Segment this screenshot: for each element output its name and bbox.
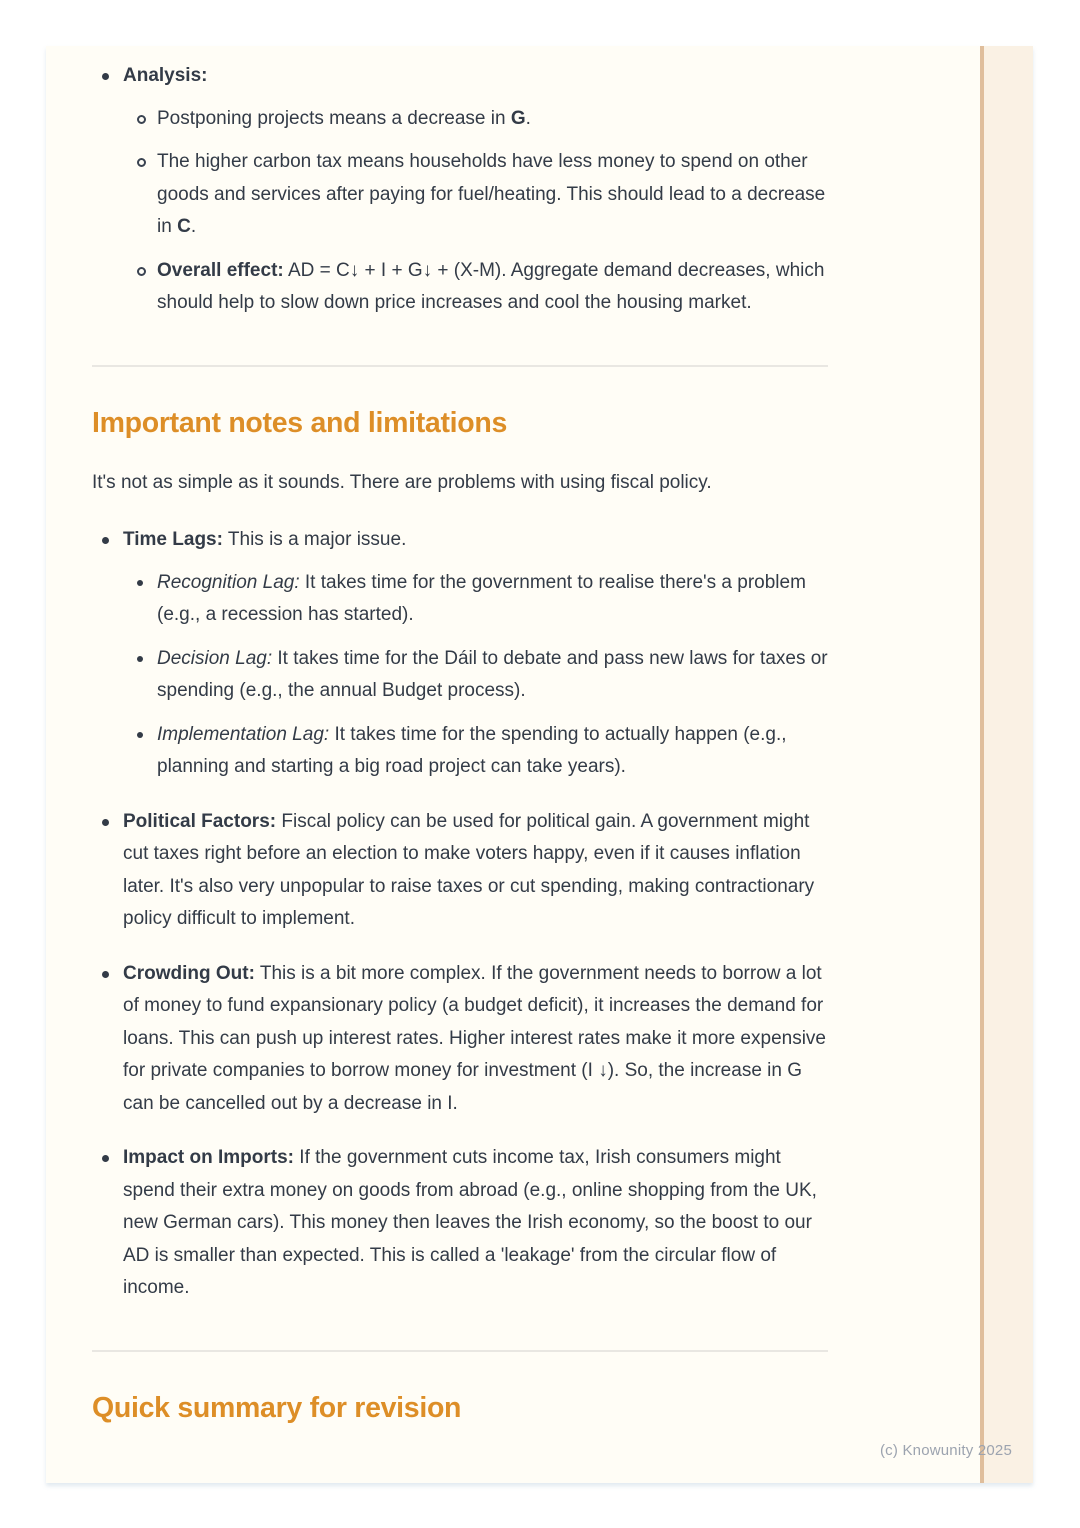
text-segment: AD = C↓ + I + G↓ + (X-M). Aggregate demand decreases, which should help to slow down price increases and cool the housing market. <box>157 259 825 313</box>
list-item-text <box>157 103 828 136</box>
document-content <box>92 60 828 1452</box>
list-item <box>123 146 828 244</box>
copyright-notice: (c) Knowunity 2025 <box>879 1442 1012 1459</box>
section-divider <box>92 365 828 367</box>
list-item-crowding-out <box>92 958 828 1121</box>
list-item-text <box>123 60 828 320</box>
list-item-text <box>123 524 828 784</box>
section-heading-summary: Quick summary for revision <box>92 1391 462 1424</box>
list-item-text <box>157 567 828 632</box>
section-heading-limitations: Important notes and limitations <box>92 406 508 439</box>
notebook-margin-strip <box>980 46 1033 1483</box>
bold-term: G <box>510 107 526 129</box>
text-segment: This is a major issue. <box>222 529 407 550</box>
list-item <box>123 103 828 136</box>
text-segment: The higher carbon tax means households have less money to spend on other goods and services after paying for fuel/heating. This should lead to a decrease in <box>157 151 826 237</box>
list-item-text <box>157 255 828 320</box>
text-segment: . <box>190 216 197 237</box>
bullet-icon <box>102 73 109 80</box>
analysis-title: Analysis: <box>123 65 208 86</box>
list-item <box>123 255 828 320</box>
text-segment: . <box>525 107 531 129</box>
bullet-icon <box>102 537 109 544</box>
bullet-icon <box>137 656 143 662</box>
text-segment: Postponing projects means a decrease in <box>157 107 511 129</box>
bold-lead: Time Lags: <box>123 529 223 550</box>
bullet-icon <box>102 1155 109 1162</box>
hollow-bullet-icon <box>137 267 146 276</box>
list-item-text <box>123 1142 828 1305</box>
list-item-text <box>157 719 828 784</box>
list-item-text <box>123 806 828 936</box>
list-item <box>123 719 828 784</box>
text-segment: It takes time for the spending to actually happen (e.g., planning and starting a big road project can take years). <box>157 723 787 777</box>
text-segment: It takes time for the government to realise there's a problem (e.g., a recession has started). <box>157 571 806 625</box>
list-item-impact-imports <box>92 1142 828 1305</box>
hollow-bullet-icon <box>137 158 146 167</box>
list-item-political-factors <box>92 806 828 936</box>
bullet-icon <box>137 580 143 586</box>
bold-lead: Crowding Out: <box>123 962 255 984</box>
bold-lead: Political Factors: <box>123 810 277 832</box>
text-segment: This is a bit more complex. If the government needs to borrow a lot of money to fund expansionary policy (a budget deficit), it increases the demand for loans. This can push up interest rates. Higher interest rates make it more expensive for private companies to borrow money for investment (I ↓). So, the increase in G can be cancelled out by a decrease in I. <box>123 962 826 1114</box>
italic-lead: Decision Lag: <box>157 647 273 669</box>
text-segment: If the government cuts income tax, Irish consumers might spend their extra money on goods from abroad (e.g., online shopping from the UK, new German cars). This money then leaves the Irish economy, so the boost to our AD is smaller than expected. This is called a 'leakage' from the circular flow of income. <box>123 1147 817 1298</box>
list-item-text <box>157 146 828 244</box>
list-item <box>123 567 828 632</box>
list-item-text <box>157 643 828 708</box>
italic-lead: Recognition Lag: <box>157 571 300 593</box>
bullet-icon <box>137 732 143 738</box>
text-segment: Fiscal policy can be used for political gain. A government might cut taxes right before an election to make voters happy, even if it causes inflation later. It's also very unpopular to raise taxes or cut spending, making contractionary policy difficult to implement. <box>123 810 815 929</box>
analysis-sublist <box>123 103 828 320</box>
bullet-icon <box>102 971 109 978</box>
bold-term: C <box>177 216 191 237</box>
bold-lead: Impact on Imports: <box>123 1147 295 1168</box>
time-lags-sublist <box>123 567 828 784</box>
hollow-bullet-icon <box>137 115 146 124</box>
text-segment: It takes time for the Dáil to debate and pass new laws for taxes or spending (e.g., the annual Budget process). <box>157 647 828 701</box>
list-item <box>123 643 828 708</box>
document-page <box>46 46 1033 1483</box>
section-divider <box>92 1350 828 1352</box>
list-item-text <box>123 958 828 1121</box>
bullet-icon <box>102 819 109 826</box>
bold-lead: Overall effect: <box>157 259 284 281</box>
limitations-intro: It's not as simple as it sounds. There are problems with using fiscal policy. <box>92 471 712 493</box>
list-item-analysis <box>92 60 828 320</box>
italic-lead: Implementation Lag: <box>157 723 330 745</box>
list-item-time-lags <box>92 524 828 784</box>
